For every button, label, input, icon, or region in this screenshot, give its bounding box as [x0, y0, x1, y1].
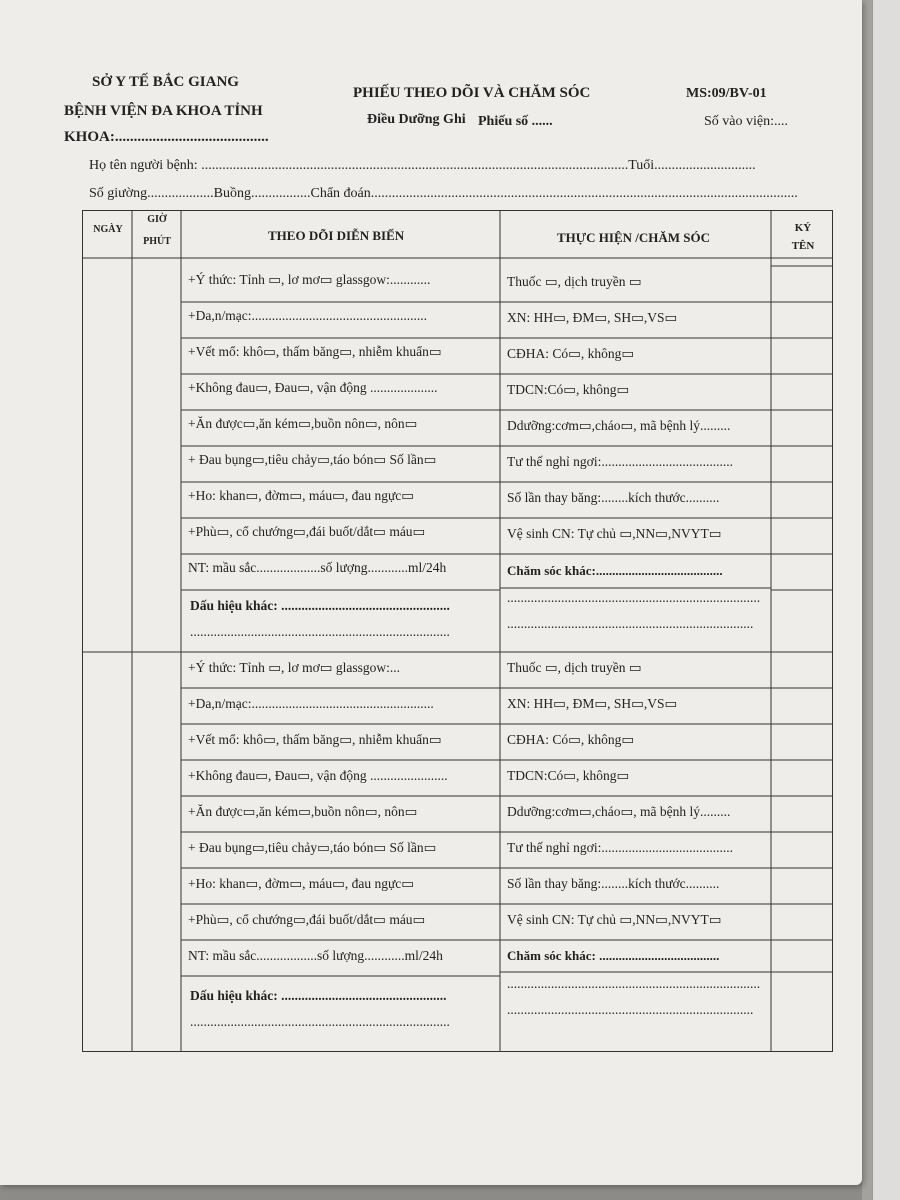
b2-other-care: Chăm sóc khác: .....................................: [507, 948, 720, 963]
b2-abdominal: + Đau bụng▭,tiêu chảy▭,táo bón▭ Số lần▭: [188, 840, 437, 855]
b1-consciousness: +Ý thức: Tỉnh ▭, lơ mơ▭ glassgow:............: [188, 272, 431, 287]
col-header-sign: KÝ: [794, 222, 812, 234]
care-table: [82, 210, 834, 1053]
b2-dressing-change: Số lần thay băng:........kích thước..........: [507, 876, 720, 891]
b1-medication: Thuốc ▭, dịch truyền ▭: [507, 274, 642, 289]
b2-skin-mucosa: +Da,n/mạc:......................................................: [188, 696, 434, 711]
b2-hygiene: Vệ sinh CN: Tự chủ ▭,NN▭,NVYT▭: [507, 912, 722, 927]
b1-urine: NT: mầu sắc...................số lượng............ml/24h: [188, 560, 447, 575]
b2-medication: Thuốc ▭, dịch truyền ▭: [507, 660, 642, 675]
patient-name-line: Họ tên người bệnh: ..........................................................................................................................Tuổi.............................: [89, 158, 756, 173]
b1-eating: +Ăn được▭,ăn kém▭,buồn nôn▭, nôn▭: [188, 416, 418, 431]
b2-rest-position: Tư thế nghỉ ngơi:.......................................: [507, 840, 733, 855]
b1-wound: +Vết mổ: khô▭, thấm băng▭, nhiễm khuẩn▭: [188, 344, 442, 359]
b1-other-care-dots1: ...........................................................................: [507, 590, 761, 605]
b2-eating: +Ăn được▭,ăn kém▭,buồn nôn▭, nôn▭: [188, 804, 418, 819]
b2-other-care-dots2: .........................................................................: [507, 1002, 754, 1017]
b1-other-care: Chăm sóc khác:.......................................: [507, 563, 723, 578]
b2-edema: +Phù▭, cổ chướng▭,đái buốt/dắt▭ máu▭: [188, 912, 426, 927]
col-header-hour: GIỜ: [147, 214, 167, 225]
b2-consciousness: +Ý thức: Tỉnh ▭, lơ mơ▭ glassgow:...: [188, 660, 400, 675]
b2-tests: XN: HH▭, ĐM▭, SH▭,VS▭: [507, 696, 678, 711]
b1-other-signs-dots: .............................................................................: [190, 624, 450, 639]
form-code: MS:09/BV-01: [686, 86, 767, 101]
col-header-date: NGÀY: [93, 224, 123, 235]
b2-functional-test: TDCN:Có▭, không▭: [507, 768, 630, 783]
b2-other-signs: Dấu hiệu khác: .................................................: [190, 988, 447, 1003]
col-header-monitoring: THEO DÕI DIỄN BIẾN: [268, 228, 405, 243]
sheet-number: Phiếu số ......: [478, 114, 553, 129]
form-subtitle: Điều Dưỡng Ghi: [367, 112, 466, 127]
b2-nutrition: Ddưỡng:cơm▭,cháo▭, mã bệnh lý.........: [507, 804, 731, 819]
b1-abdominal: + Đau bụng▭,tiêu chảy▭,táo bón▭ Số lần▭: [188, 452, 437, 467]
b1-pain-mobility: +Không đau▭, Đau▭, vận động ....................: [188, 380, 438, 395]
b1-imaging: CĐHA: Có▭, không▭: [507, 346, 635, 361]
b1-dressing-change: Số lần thay băng:........kích thước..........: [507, 490, 720, 505]
next-sheet-edge: [872, 0, 900, 1200]
b2-urine: NT: mầu sắc..................số lượng............ml/24h: [188, 948, 443, 963]
col-header-care: THỰC HIỆN /CHĂM SÓC: [557, 230, 710, 245]
b1-cough: +Ho: khan▭, đờm▭, máu▭, đau ngực▭: [188, 488, 415, 503]
b2-other-care-dots1: ...........................................................................: [507, 976, 761, 991]
b1-functional-test: TDCN:Có▭, không▭: [507, 382, 630, 397]
form-title: PHIẾU THEO DÕI VÀ CHĂM SÓC: [353, 85, 591, 101]
org-line1: SỞ Y TẾ BẮC GIANG: [92, 74, 239, 90]
b1-hygiene: Vệ sinh CN: Tự chủ ▭,NN▭,NVYT▭: [507, 526, 722, 541]
b1-nutrition: Ddưỡng:cơm▭,cháo▭, mã bệnh lý.........: [507, 418, 731, 433]
b2-cough: +Ho: khan▭, đờm▭, máu▭, đau ngực▭: [188, 876, 415, 891]
b1-other-signs: Dấu hiệu khác: ..................................................: [190, 598, 450, 613]
b1-skin-mucosa: +Da,n/mạc:....................................................: [188, 308, 427, 323]
b2-pain-mobility: +Không đau▭, Đau▭, vận động .......................: [188, 768, 448, 783]
bed-room-diagnosis-line: Số giường...................Buồng.................Chẩn đoán..........................................................................................................................: [89, 186, 798, 201]
dept-field: KHOA:.........................................: [64, 129, 269, 145]
col-header-minute: PHÚT: [143, 236, 171, 247]
b1-edema: +Phù▭, cổ chướng▭,đái buốt/dắt▭ máu▭: [188, 524, 426, 539]
b2-imaging: CĐHA: Có▭, không▭: [507, 732, 635, 747]
b1-rest-position: Tư thế nghỉ ngơi:.......................................: [507, 454, 733, 469]
admission-number: Số vào viện:....: [704, 114, 788, 129]
b1-tests: XN: HH▭, ĐM▭, SH▭,VS▭: [507, 310, 678, 325]
b2-other-signs-dots: .............................................................................: [190, 1014, 450, 1029]
org-line2: BỆNH VIỆN ĐA KHOA TỈNH: [64, 103, 263, 119]
b2-wound: +Vết mổ: khô▭, thấm băng▭, nhiễm khuẩn▭: [188, 732, 442, 747]
col-header-name: TÊN: [791, 240, 815, 252]
b1-other-care-dots2: .........................................................................: [507, 616, 754, 631]
